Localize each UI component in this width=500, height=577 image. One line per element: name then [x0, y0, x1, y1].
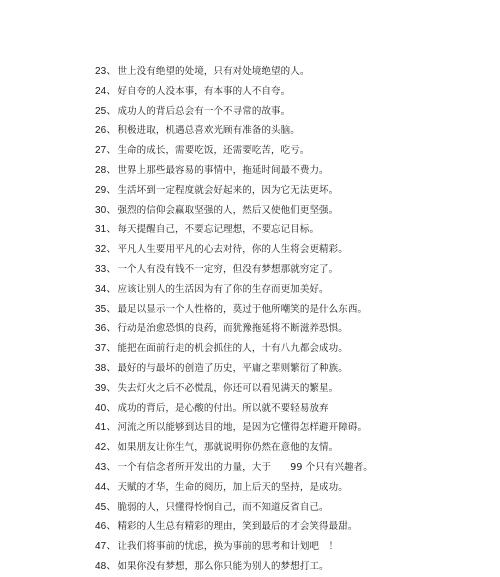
item-number: 48、 — [95, 560, 117, 572]
list-item — [95, 517, 495, 537]
item-number: 43、 — [95, 461, 117, 473]
item-number: 44、 — [95, 481, 117, 493]
list-item — [95, 339, 495, 359]
item-text: 如果朋友让你生气，那就说明你仍然在意他的友情。 — [117, 442, 339, 454]
list-item — [95, 300, 495, 320]
item-text: 行动是治愈恐惧的良药，而犹豫拖延将不断滋养恐惧。 — [117, 323, 348, 335]
list-item — [95, 399, 495, 419]
list-item — [95, 359, 495, 379]
list-item — [95, 418, 495, 438]
item-text: 好自夸的人没本事，有本事的人不自夸。 — [117, 85, 291, 97]
list-item — [95, 82, 495, 102]
item-number: 27、 — [95, 145, 117, 157]
item-number: 39、 — [95, 382, 117, 394]
item-text: 世界上那些最容易的事情中，拖延时间最不费力。 — [117, 164, 329, 176]
list-item — [95, 557, 495, 577]
list-item — [95, 379, 495, 399]
item-number: 45、 — [95, 501, 117, 513]
item-text: 能把在面前行走的机会抓住的人，十有八九都会成功。 — [117, 343, 348, 355]
list-item — [95, 478, 495, 498]
item-number: 31、 — [95, 224, 117, 236]
item-number: 30、 — [95, 204, 117, 216]
item-number: 36、 — [95, 323, 117, 335]
list-item — [95, 102, 495, 122]
item-number: 34、 — [95, 283, 117, 295]
list-item — [95, 220, 495, 240]
item-text: 生命的成长，需要吃饭，还需要吃苦，吃亏。 — [117, 145, 310, 157]
list-item — [95, 537, 495, 557]
list-item — [95, 498, 495, 518]
list-item — [95, 181, 495, 201]
list-item — [95, 438, 495, 458]
item-text: 成功的背后，是心酸的付出。所以就不要轻易放弃 — [117, 402, 329, 414]
item-text: 一个人有没有钱不一定穷，但没有梦想那就穷定了。 — [117, 263, 339, 275]
item-text: 平凡人生要用平凡的心去对待，你的人生将会更精彩。 — [117, 244, 348, 256]
list-item — [95, 319, 495, 339]
list-item — [95, 458, 495, 478]
list-item — [95, 161, 495, 181]
list-item — [95, 201, 495, 221]
item-text: 每天提醒自己，不要忘记理想，不要忘记目标。 — [117, 224, 320, 236]
list-item — [95, 62, 495, 82]
item-text: 精彩的人生总有精彩的理由，笑到最后的才会笑得最甜。 — [117, 521, 358, 533]
item-number: 29、 — [95, 184, 117, 196]
item-text: 脆弱的人，只懂得怜悯自己，而不知道反省自己。 — [117, 501, 329, 513]
list-item — [95, 121, 495, 141]
item-text: 让我们将事前的忧虑，换为事前的思考和计划吧 ！ — [117, 541, 339, 553]
item-text: 河流之所以能够到达目的地，是因为它懂得怎样避开障碍。 — [117, 422, 368, 434]
item-number: 42、 — [95, 442, 117, 454]
item-number: 32、 — [95, 244, 117, 256]
item-number: 38、 — [95, 362, 117, 374]
item-text: 最好的与最坏的创造了历史，平庸之辈则繁衍了种族。 — [117, 362, 348, 374]
item-number: 33、 — [95, 263, 117, 275]
item-text: 生活坏到一定程度就会好起来的，因为它无法更坏。 — [117, 184, 339, 196]
list-item — [95, 240, 495, 260]
item-number: 24、 — [95, 85, 117, 97]
item-number: 35、 — [95, 303, 117, 315]
item-text: 强烈的信仰会赢取坚强的人，然后又使他们更坚强。 — [117, 204, 339, 216]
item-text: 一个有信念者所开发出的力量，大于 99 个只有兴趣者。 — [117, 461, 373, 473]
item-text: 世上没有绝望的处境，只有对处境绝望的人。 — [117, 66, 310, 77]
item-number: 41、 — [95, 422, 117, 434]
item-text: 应该让别人的生活因为有了你的生存而更加美好。 — [117, 283, 329, 295]
item-text: 如果你没有梦想，那么你只能为别人的梦想打工。 — [117, 560, 329, 572]
item-number: 37、 — [95, 343, 117, 355]
item-number: 23、 — [95, 66, 117, 77]
item-number: 47、 — [95, 541, 117, 553]
item-number: 40、 — [95, 402, 117, 414]
item-number: 25、 — [95, 105, 117, 117]
item-text: 最足以显示一个人性格的，莫过于他所嘲笑的是什么东西。 — [117, 303, 368, 315]
list-item — [95, 260, 495, 280]
item-number: 28、 — [95, 164, 117, 176]
item-number: 26、 — [95, 125, 117, 137]
quote-list — [95, 62, 495, 577]
list-item — [95, 141, 495, 161]
item-text: 成功人的背后总会有一个不寻常的故事。 — [117, 105, 291, 117]
item-text: 天赋的才华，生命的阅历，加上后天的坚持，是成功。 — [117, 481, 348, 493]
list-item — [95, 280, 495, 300]
item-text: 失去灯火之后不必慌乱，你还可以看见满天的繁星。 — [117, 382, 339, 394]
item-text: 积极进取，机遇总喜欢光顾有准备的头脑。 — [117, 125, 300, 137]
item-number: 46、 — [95, 521, 117, 533]
